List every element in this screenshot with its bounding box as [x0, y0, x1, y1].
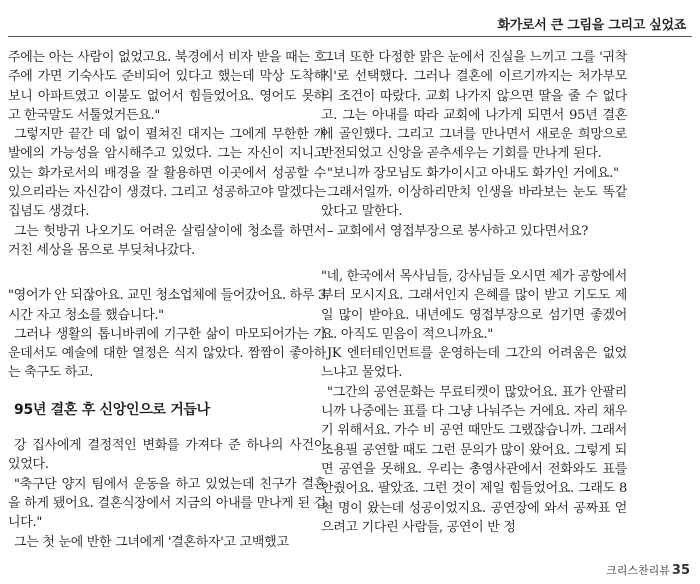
paragraph: "축구단 양지 팀에서 운동을 하고 있었는데 친구가 결혼을 하게 됐어요. 결혼식장에서 지금의 아내를 만나게 된 겁니다." — [8, 476, 326, 531]
page-footer — [606, 562, 690, 578]
paragraph: 강 집사에게 결정적인 변화를 가져다 준 하나의 사건이 있었다. — [8, 438, 326, 473]
page-header-title: 화가로서 큰 그림을 그리고 싶었죠 — [497, 18, 686, 33]
magazine-name: 크리스찬리뷰 — [606, 564, 670, 577]
paragraph: 주에는 아는 사람이 없었고요. 북경에서 비자 받을 때는 호주에 가면 기숙사도 준비되어 있다고 했는데 막상 도착해보니 아파트였고 이불도 없어서 힘들었어요. 영어도 못하고 한국말도 서툴었거든요." — [8, 50, 326, 123]
paragraph: JK 엔터테인먼트를 운영하는데 그간의 어려움은 없었느냐고 물었다. — [321, 346, 627, 381]
paragraph: 그래서일까. 이상하리만치 인생을 바라보는 눈도 똑같았다고 말한다. — [321, 185, 627, 220]
section-title: 95년 결혼 후 신앙인으로 거듭나 — [14, 401, 210, 418]
page-number: 35 — [671, 563, 690, 578]
paragraph: 그녀 또한 다정한 맑은 눈에서 진실을 느끼고 그를 '귀착지'로 선택했다. 그러나 결혼에 이르기까지는 처가부모의 조건이 따랐다. 교회 나가지 않으면 딸을 줄 수 없다고. 그는 아내를 따라 교회에 나가게 되면서 95년 결혼에 골인했다. 그리고 그녀를 만나면서 새로운 희망으로 반전되었고 신앙을 곧추세우는 기회를 만나게 된다. — [321, 50, 627, 162]
paragraph: "영어가 안 되잖아요. 교민 청소업체에 들어갔어요. 하루 3시간 자고 청소를 했습니다." — [8, 288, 326, 323]
paragraph: 그는 첫 눈에 반한 그녀에게 '결혼하자'고 고백했고 — [14, 534, 289, 550]
right-column — [321, 48, 627, 537]
paragraph: – 교회에서 영접부장으로 봉사하고 있다면서요? — [327, 223, 589, 239]
left-column — [8, 48, 326, 552]
paragraph: 그렇지만 끝간 데 없이 펼쳐진 대지는 그에게 무한한 개발에의 가능성을 암시해주고 있었다. 그는 자신이 지니고 있는 화가로서의 배경을 잘 활용하면 이곳에서 성공할 수 있으리라는 자신감이 생겼다. 그리고 성공하고야 말겠다는 집념도 생겼다. — [8, 127, 326, 220]
paragraph: "그간의 공연문화는 무료티켓이 많았어요. 표가 안팔리니까 나중에는 표를 다 그냥 나눠주는 거에요. 자리 채우기 위해서요. 가수 비 공연 때만도 그랬잖습니까. 그래서 조용필 공연할 때도 그런 문의가 많이 왔어요. 그렇게 되면 공연을 못해요. 우리는 총영사관에서 전화와도 표를 안줬어요. 팔았죠. 그런 것이 제일 힘들었어요. 그래도 8천 명이 왔는데 성공이었지요. 공연장에 와서 공짜표 얻으려고 기다린 사람들, 공연이 반 정 — [321, 384, 627, 535]
header-rule — [8, 36, 692, 37]
paragraph: 그는 헛방귀 나오기도 어려운 살림살이에 청소를 하면서 거친 세상을 몸으로 부딪쳐나갔다. — [8, 223, 326, 258]
paragraph: 그러나 생활의 톱니바퀴에 기구한 삶이 마모되어가는 가운데서도 예술에 대한 열정은 식지 않았다. 짬짬이 좋아하는 축구도 하고. — [8, 326, 326, 381]
paragraph: "보니까 장모님도 화가이시고 아내도 화가인 거에요." — [327, 165, 619, 181]
paragraph: "네, 한국에서 목사님들, 강사님들 오시면 제가 공항에서부터 모시지요. 그래서인지 은혜를 많이 받고 기도도 제일 많이 받아요. 내년에도 영접부장으로 섬기면 좋겠어요. 아직도 믿음이 적으니까요." — [321, 268, 628, 342]
